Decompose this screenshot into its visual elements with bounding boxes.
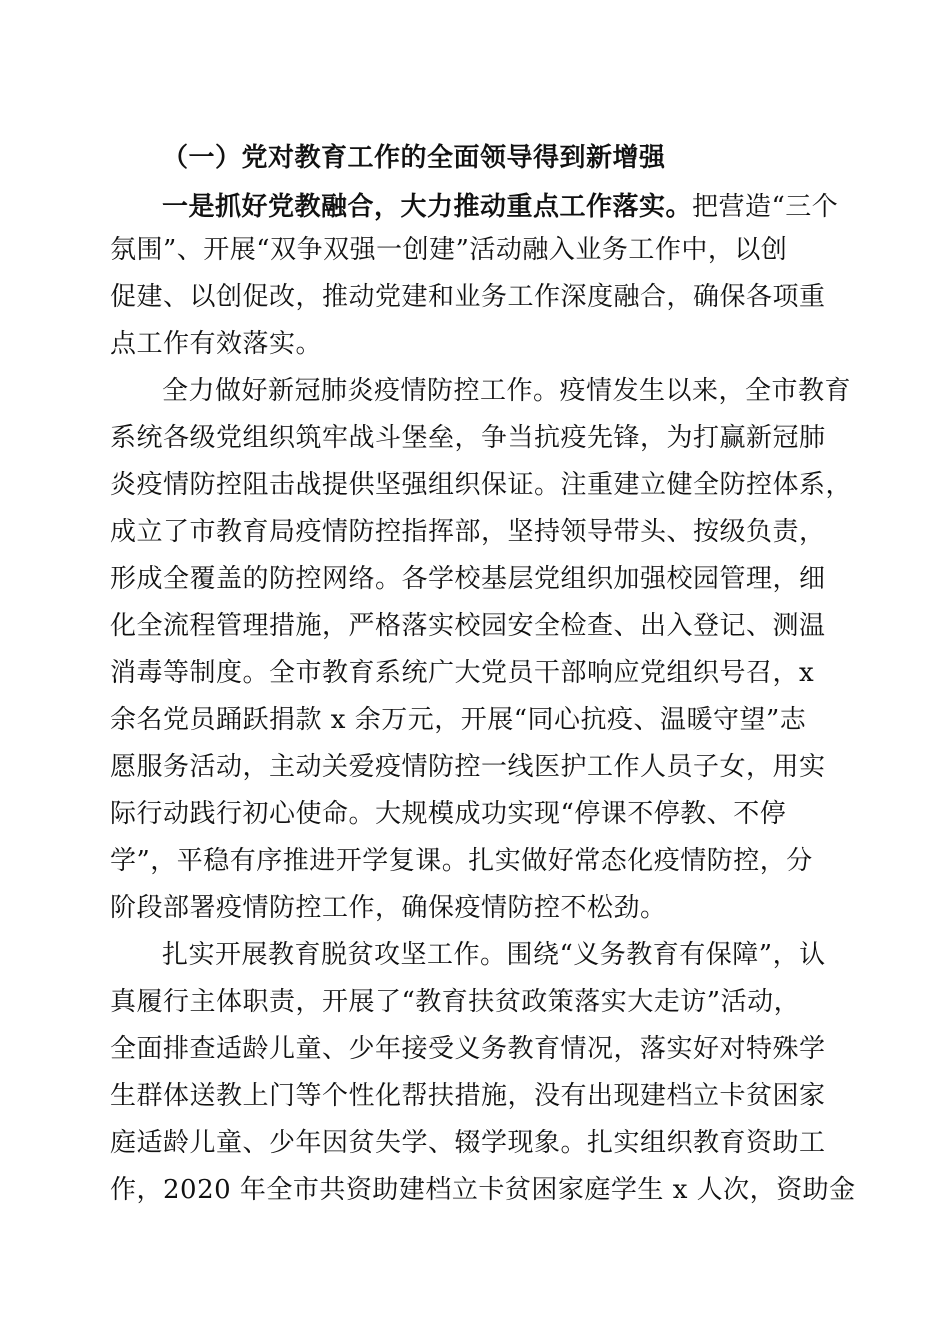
paragraph-line: 阶段部署疫情防控工作，确保疫情防控不松劲。 xyxy=(110,893,667,923)
paragraph-line: 化全流程管理措施，严格落实校园安全检查、出入登记、测温 xyxy=(110,611,826,641)
paragraph-line xyxy=(162,183,950,231)
paragraph-line: 消毒等制度。全市教育系统广大党员干部响应党组织号召，x xyxy=(110,658,815,688)
section-heading: （一）党对教育工作的全面领导得到新增强 xyxy=(162,143,666,173)
paragraph-line: 庭适龄儿童、少年因贫失学、辍学现象。扎实组织教育资助工 xyxy=(110,1128,826,1158)
paragraph-line: 成立了市教育局疫情防控指挥部，坚持领导带头、按级负责， xyxy=(110,517,826,547)
paragraph-line: 系统各级党组织筑牢战斗堡垒，争当抗疫先锋，为打赢新冠肺 xyxy=(110,423,826,453)
paragraph-line: 形成全覆盖的防控网络。各学校基层党组织加强校园管理，细 xyxy=(110,564,826,594)
paragraph-line: 扎实开展教育脱贫攻坚工作。围绕“义务教育有保障”，认 xyxy=(162,940,826,970)
paragraph-line: 作，2020 年全市共资助建档立卡贫困家庭学生 x 人次，资助金 xyxy=(110,1175,856,1205)
paragraph-line: 促建、以创促改，推动党建和业务工作深度融合，确保各项重 xyxy=(110,282,826,312)
paragraph-line: 氛围”、开展“双争双强一创建”活动融入业务工作中，以创 xyxy=(110,235,788,265)
paragraph-line: 际行动践行初心使命。大规模成功实现“停课不停教、不停 xyxy=(110,799,787,829)
paragraph-line: 真履行主体职责，开展了“教育扶贫政策落实大走访”活动， xyxy=(110,987,801,1017)
paragraph-line: 全力做好新冠肺炎疫情防控工作。疫情发生以来，全市教育 xyxy=(162,376,852,406)
paragraph-line: 炎疫情防控阻击战提供坚强组织保证。注重建立健全防控体系， xyxy=(110,470,853,500)
paragraph-line: 点工作有效落实。 xyxy=(110,329,323,359)
paragraph-line: 余名党员踊跃捐款 x 余万元，开展“同心抗疫、温暖守望”志 xyxy=(110,705,807,735)
paragraph-line: 学”，平稳有序推进开学复课。扎实做好常态化疫情防控，分 xyxy=(110,846,813,876)
paragraph-lead-bold: 一是抓好党教融合，大力推动重点工作落实。 xyxy=(162,192,693,222)
paragraph-line: 愿服务活动，主动关爱疫情防控一线医护工作人员子女，用实 xyxy=(110,752,826,782)
paragraph-line: 全面排查适龄儿童、少年接受义务教育情况，落实好对特殊学 xyxy=(110,1034,826,1064)
paragraph-line: 生群体送教上门等个性化帮扶措施，没有出现建档立卡贫困家 xyxy=(110,1081,826,1111)
paragraph-text: 把营造“三个 xyxy=(692,192,839,222)
